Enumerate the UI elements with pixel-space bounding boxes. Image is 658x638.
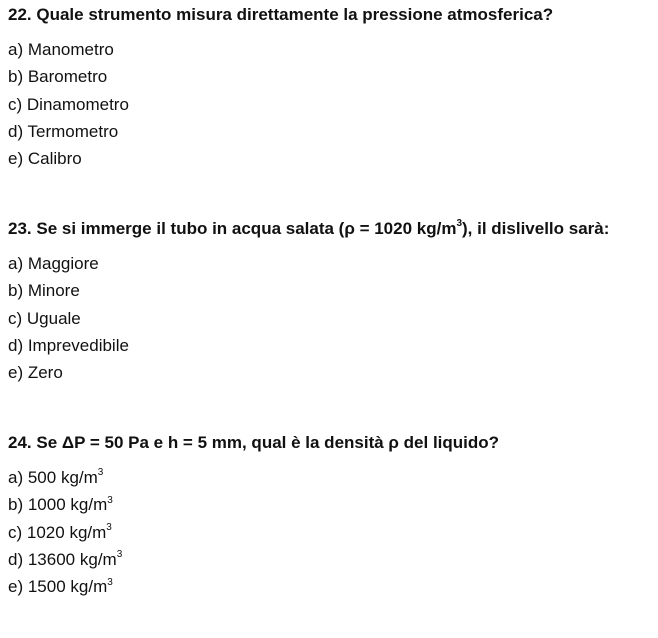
question-22-title: 22. Quale strumento misura direttamente la pressione atmosferica? xyxy=(8,5,554,24)
option-24-a-value: a) 500 xyxy=(8,468,57,487)
unit-base: kg/m xyxy=(70,577,108,597)
option-24-b xyxy=(8,491,499,518)
option-22-d: d) Termometro xyxy=(8,121,119,141)
question-24-options xyxy=(8,464,499,600)
unit-exponent: 3 xyxy=(107,576,113,588)
option-24-d-value: d) 13600 xyxy=(8,549,76,569)
option-22-c: c) Dinamometro xyxy=(8,94,129,114)
option-24-e xyxy=(8,573,499,600)
option-24-c xyxy=(8,519,499,546)
option-24-a xyxy=(8,464,499,491)
option-23-e: e) Zero xyxy=(8,363,63,383)
question-23-title-pre: 23. Se si immerge il tubo in acqua salata (ρ = 1020 kg/m xyxy=(8,219,457,238)
option-23-d: d) Imprevedibile xyxy=(8,335,129,355)
option-23-c: c) Uguale xyxy=(8,308,81,328)
question-22-options xyxy=(8,36,553,172)
unit-base: kg/m xyxy=(69,522,107,542)
option-23-a: a) Maggiore xyxy=(8,254,99,273)
option-22-e: e) Calibro xyxy=(8,149,82,169)
unit-exponent: 3 xyxy=(116,549,123,561)
option-24-d xyxy=(8,546,499,573)
option-22-b: b) Barometro xyxy=(8,67,108,87)
unit-base: kg/m xyxy=(60,468,98,487)
question-24-title: 24. Se ΔP = 50 Pa e h = 5 mm, qual è la densità ρ del liquido? xyxy=(8,433,500,452)
option-22-a: a) Manometro xyxy=(8,40,114,59)
question-23 xyxy=(8,218,609,386)
option-23-b: b) Minore xyxy=(8,281,80,301)
option-24-e-value: e) 1500 xyxy=(8,577,66,597)
question-22 xyxy=(8,4,553,172)
unit-exponent: 3 xyxy=(107,494,113,506)
unit-base: kg/m xyxy=(79,549,117,569)
question-24 xyxy=(8,432,499,600)
unit-exponent: 3 xyxy=(97,467,104,479)
question-23-title-exponent: 3 xyxy=(456,218,463,230)
option-24-c-value: c) 1020 xyxy=(8,522,65,542)
question-23-options xyxy=(8,250,609,386)
question-23-title-post: ), il dislivello sarà: xyxy=(462,219,610,238)
option-24-b-value: b) 1000 xyxy=(8,495,66,515)
unit-base: kg/m xyxy=(70,495,108,515)
unit-exponent: 3 xyxy=(106,521,112,533)
question-23-title xyxy=(8,218,609,240)
